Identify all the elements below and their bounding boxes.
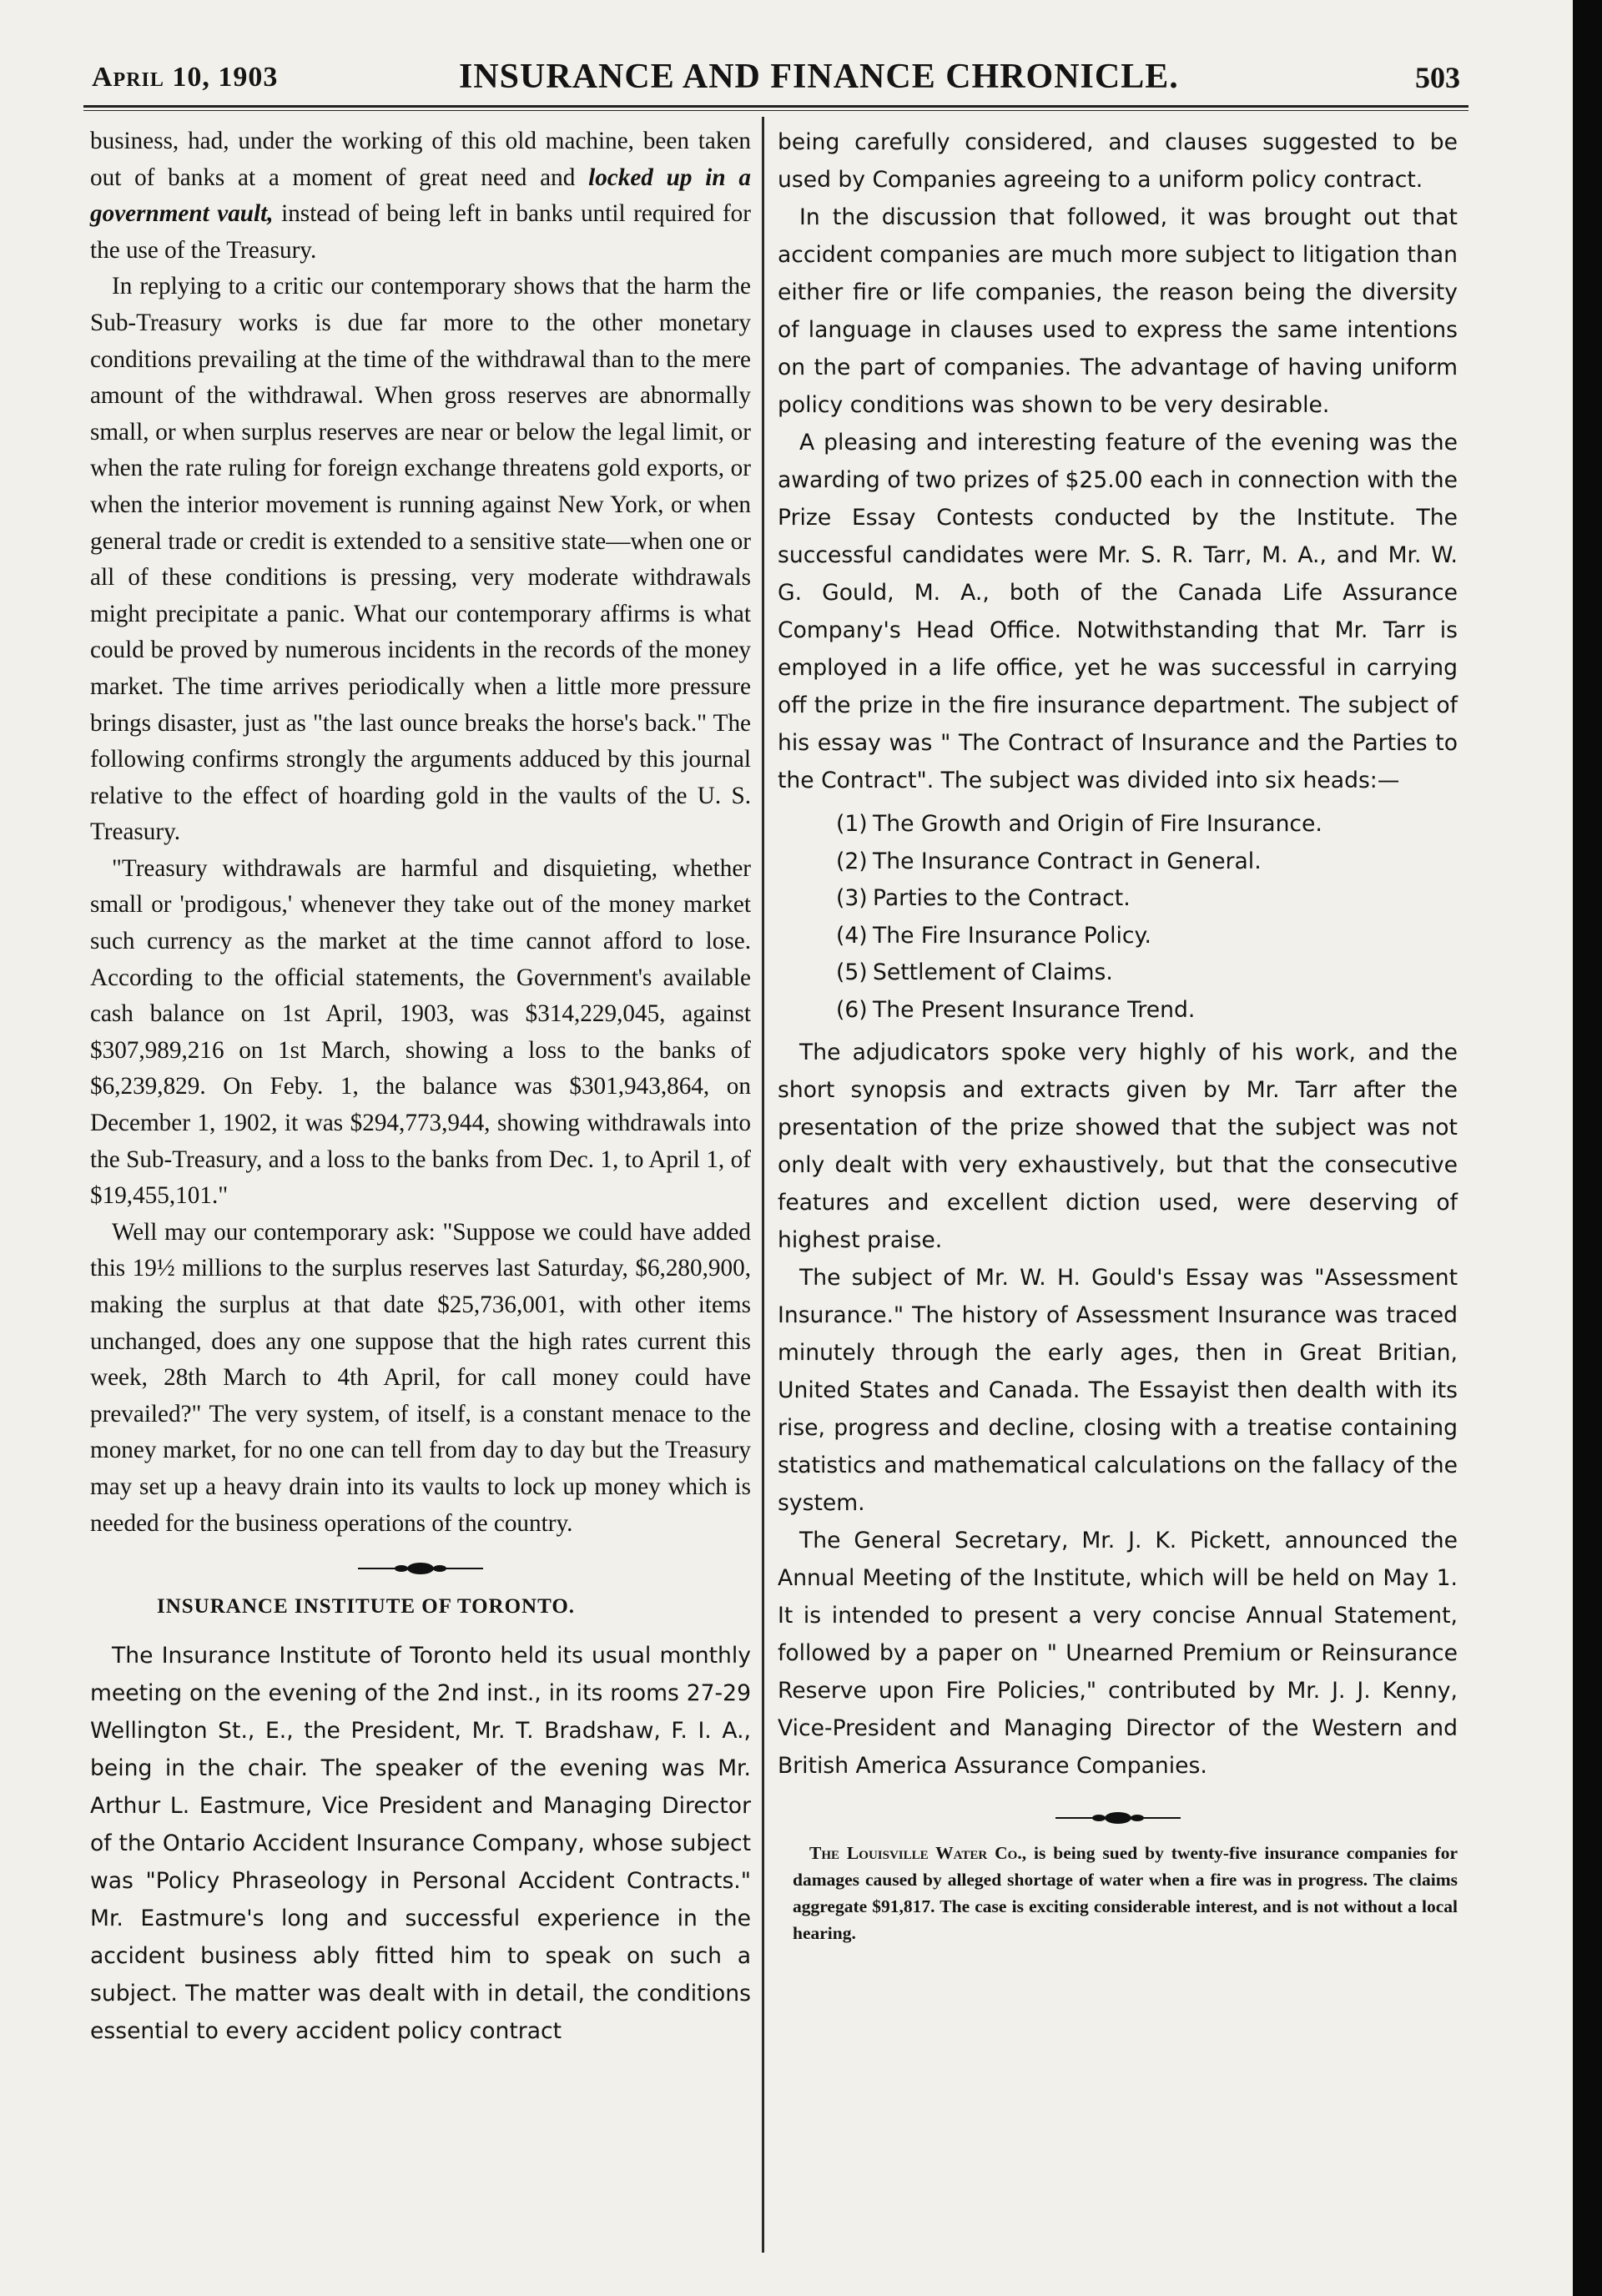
section-heading: INSURANCE INSTITUTE OF TORONTO. <box>157 1595 576 1619</box>
list-item <box>836 843 1458 881</box>
item-text: Settlement of Claims. <box>873 959 1113 985</box>
page-header <box>92 57 1460 100</box>
note-lead: The Louisville Water Co., <box>809 1843 1027 1863</box>
paragraph: The subject of Mr. W. H. Gould's Essay was "Assessment Insurance." The history of Assessment Insurance was traced minutely through the early ages, then in Great Britian, United States and Canada. The Essayist then dealth with its rise, progress and decline, closing with a treatise containing statistics and mathematical calculations on the fallacy of the system. <box>778 1265 1458 1516</box>
column-divider <box>762 117 764 2253</box>
ornament-divider <box>1055 1810 1181 1826</box>
quoted-paragraph: "Treasury withdrawals are harmful and disquieting, whether small or 'prodigous,' whenever they take out of the money market such currency as the market at the time cannot afford to lose. According to the official statements, the Government's available cash balance on 1st April, 1903, was $314,229,045, against $307,989,216 on 1st March, showing a loss to the banks of $6,239,829. On Feby. 1, the balance was $301,943,864, on December 1, 1902, it was $294,773,944, showing withdrawals into the Sub-Treasury, and a loss to the banks from Dec. 1, to April 1, of $19,455,101." <box>90 854 751 1210</box>
paragraph: being carefully considered, and clauses suggested to be used by Companies agreeing to a uniform policy contract. <box>778 129 1458 193</box>
paragraph: A pleasing and interesting feature of the evening was the awarding of two prizes of $25.00 each in connection with the Prize Essay Contests conducted by the Institute. The successful candidates were Mr. S. R. Tarr, M. A., and Mr. W. G. Gould, M. A., both of the Canada Life Assurance Company's Head Office. Notwithstanding that Mr. Tarr is employed in a life office, yet he was successful in carrying off the prize in the fire insurance department. The subject of his essay was " The Contract of Insurance and the Parties to the Contract". The subject was divided into six heads:— <box>778 430 1458 793</box>
item-text: The Growth and Origin of Fire Insurance. <box>873 811 1322 837</box>
item-number: (4) <box>836 922 868 949</box>
note-body: is being sued by twenty-five insurance companies for damages caused by alleged shortage of water when a fire was in progress. The claims aggregate $91,817. The case is exciting considerable interest, and is not without a local hearing. <box>793 1843 1458 1943</box>
list-item <box>836 954 1458 992</box>
publication-title: INSURANCE AND FINANCE CHRONICLE. <box>459 58 1179 96</box>
right-column <box>778 123 1458 1946</box>
item-number: (2) <box>836 848 868 874</box>
paragraph: In replying to a critic our contemporary shows that the harm the Sub-Treasury works is due far more to the other monetary conditions prevailing at the time of the withdrawal than to the mere amount of the withdrawal. When gross reserves are abnormally small, or when surplus reserves are near or below the legal limit, or when the rate ruling for foreign exchange threatens gold exports, or when the interior movement is running against New York, or when general trade or credit is extended to a sensitive state—when one or all of these conditions is pressing, very moderate withdrawals might precipitate a panic. What our contemporary affirms is what could be proved by numerous incidents in the records of the money market. The time arrives periodically when a little more pressure brings disaster, just as "the last ounce breaks the horse's back." The following confirms strongly the arguments adduced by this journal relative to the effect of hoarding gold in the vaults of the U. S. Treasury. <box>90 273 751 846</box>
text-run: instead of being left in banks until required for the use of the Treasury. <box>90 200 751 264</box>
page-number: 503 <box>1415 61 1460 94</box>
scan-border <box>1573 0 1602 2296</box>
list-item <box>836 992 1458 1030</box>
essay-heads-list <box>778 806 1458 1029</box>
left-column <box>90 123 751 2050</box>
issue-date: April 10, 1903 <box>92 62 279 93</box>
item-text: The Insurance Contract in General. <box>873 848 1262 874</box>
item-text: The Fire Insurance Policy. <box>873 922 1151 949</box>
list-item <box>836 806 1458 843</box>
paragraph: The Insurance Institute of Toronto held its usual monthly meeting on the evening of the 2nd inst., in its rooms 27-29 Wellington St., E., the President, Mr. T. Bradshaw, F. I. A., being in the chair. The speaker of the evening was Mr. Arthur L. Eastmure, Vice President and Managing Director of the Ontario Accident Insurance Company, whose subject was "Policy Phraseology in Personal Accident Contracts." Mr. Eastmure's long and successful experience in the accident business ably fitted him to speak on such a subject. The matter was dealt with in detail, the conditions essential to every accident policy contract <box>90 1643 751 2045</box>
item-number: (6) <box>836 996 868 1023</box>
item-number: (3) <box>836 885 868 911</box>
paragraph: In the discussion that followed, it was brought out that accident companies are much more subject to litigation than either fire or life companies, the reason being the diversity of language in clauses used to express the same intentions on the part of companies. The advantage of having uniform policy conditions was shown to be very desirable. <box>778 204 1458 418</box>
item-number: (1) <box>836 811 868 837</box>
list-item <box>836 918 1458 955</box>
paragraph: The General Secretary, Mr. J. K. Pickett, announced the Annual Meeting of the Institute, which will be held on May 1. It is intended to present a very concise Annual Statement, followed by a paper on " Unearned Premium or Reinsurance Reserve upon Fire Policies," contributed by Mr. J. J. Kenny, Vice-President and Managing Director of the Western and British America Assurance Companies. <box>778 1528 1458 1779</box>
item-text: The Present Insurance Trend. <box>873 996 1196 1023</box>
header-rule <box>83 105 1468 108</box>
list-item <box>836 880 1458 918</box>
paragraph: Well may our contemporary ask: "Suppose we could have added this 19½ millions to the surplus reserves last Saturday, $6,280,900, making the surplus at that date $25,736,001, with other items unchanged, does any one suppose that the high rates current this week, 28th March to 4th April, for call money could have prevailed?" The very system, of itself, is a constant menace to the money market, for no one can tell from day to day but the Treasury may set up a heavy drain into its vaults to lock up money which is needed for the business operations of the country. <box>90 1218 751 1537</box>
paragraph: The adjudicators spoke very highly of his work, and the short synopsis and extracts given by Mr. Tarr after the presentation of the prize showed that the subject was not only dealt with very exhaustively, but that the consecutive features and excellent diction used, were deserving of highest praise. <box>778 1040 1458 1253</box>
item-number: (5) <box>836 959 868 985</box>
header-rule-thin <box>83 110 1468 111</box>
text-run: business, had, under the working of this old machine, been taken out of banks at a moment of great need and <box>90 128 751 191</box>
ornament-divider <box>358 1560 483 1577</box>
emphasis-text: locked up in a government vault, <box>90 164 751 228</box>
paragraph <box>90 123 751 269</box>
item-text: Parties to the Contract. <box>873 885 1131 911</box>
news-note <box>793 1840 1458 1946</box>
